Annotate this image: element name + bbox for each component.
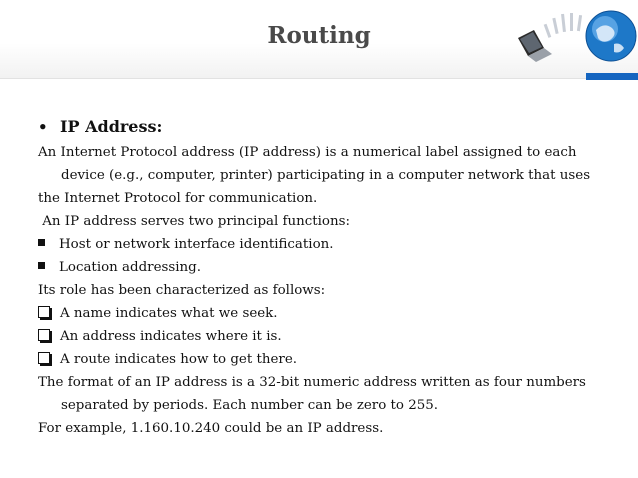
signal-waves-icon <box>544 13 582 38</box>
logo-art <box>508 0 638 74</box>
slide-header <box>0 0 638 79</box>
ip-address-heading: IP Address: <box>60 117 163 136</box>
list-item: A route indicates how to get there. <box>38 348 618 371</box>
checkbox-bullet-icon <box>38 329 50 341</box>
list-item: An address indicates where it is. <box>38 325 618 348</box>
paragraph-role: Its role has been characterized as follows: <box>38 283 326 298</box>
heading-row <box>38 114 618 140</box>
paragraph-format: The format of an IP address is a 32-bit numeric address written as four numbers separated by periods. Each number can be zero to 255. <box>38 375 586 413</box>
globe-icon <box>586 11 636 61</box>
paragraph-example: For example, 1.160.10.240 could be an IP address. <box>38 421 384 436</box>
list-item: Host or network interface identification. <box>38 233 618 256</box>
laptop-icon <box>518 30 552 62</box>
paragraph-functions: An IP address serves two principal functions: <box>38 214 350 229</box>
checkbox-bullet-icon <box>38 352 50 364</box>
list-item: A name indicates what we seek. <box>38 302 618 325</box>
slide-title: Routing <box>267 22 371 49</box>
square-bullet-icon <box>38 262 45 269</box>
paragraph-line: the Internet Protocol for communication. <box>38 191 318 206</box>
checkbox-bullet-icon <box>38 306 50 318</box>
list-item: Location addressing. <box>38 256 618 279</box>
accent-bar <box>586 73 638 80</box>
square-bullet-icon <box>38 239 45 246</box>
slide-body <box>38 114 618 440</box>
bullet-dot-icon: • <box>38 118 48 136</box>
paragraph-definition: An Internet Protocol address (IP address) is a numerical label assigned to each device (e.g., computer, printer) participating in a computer network that uses <box>38 145 591 183</box>
